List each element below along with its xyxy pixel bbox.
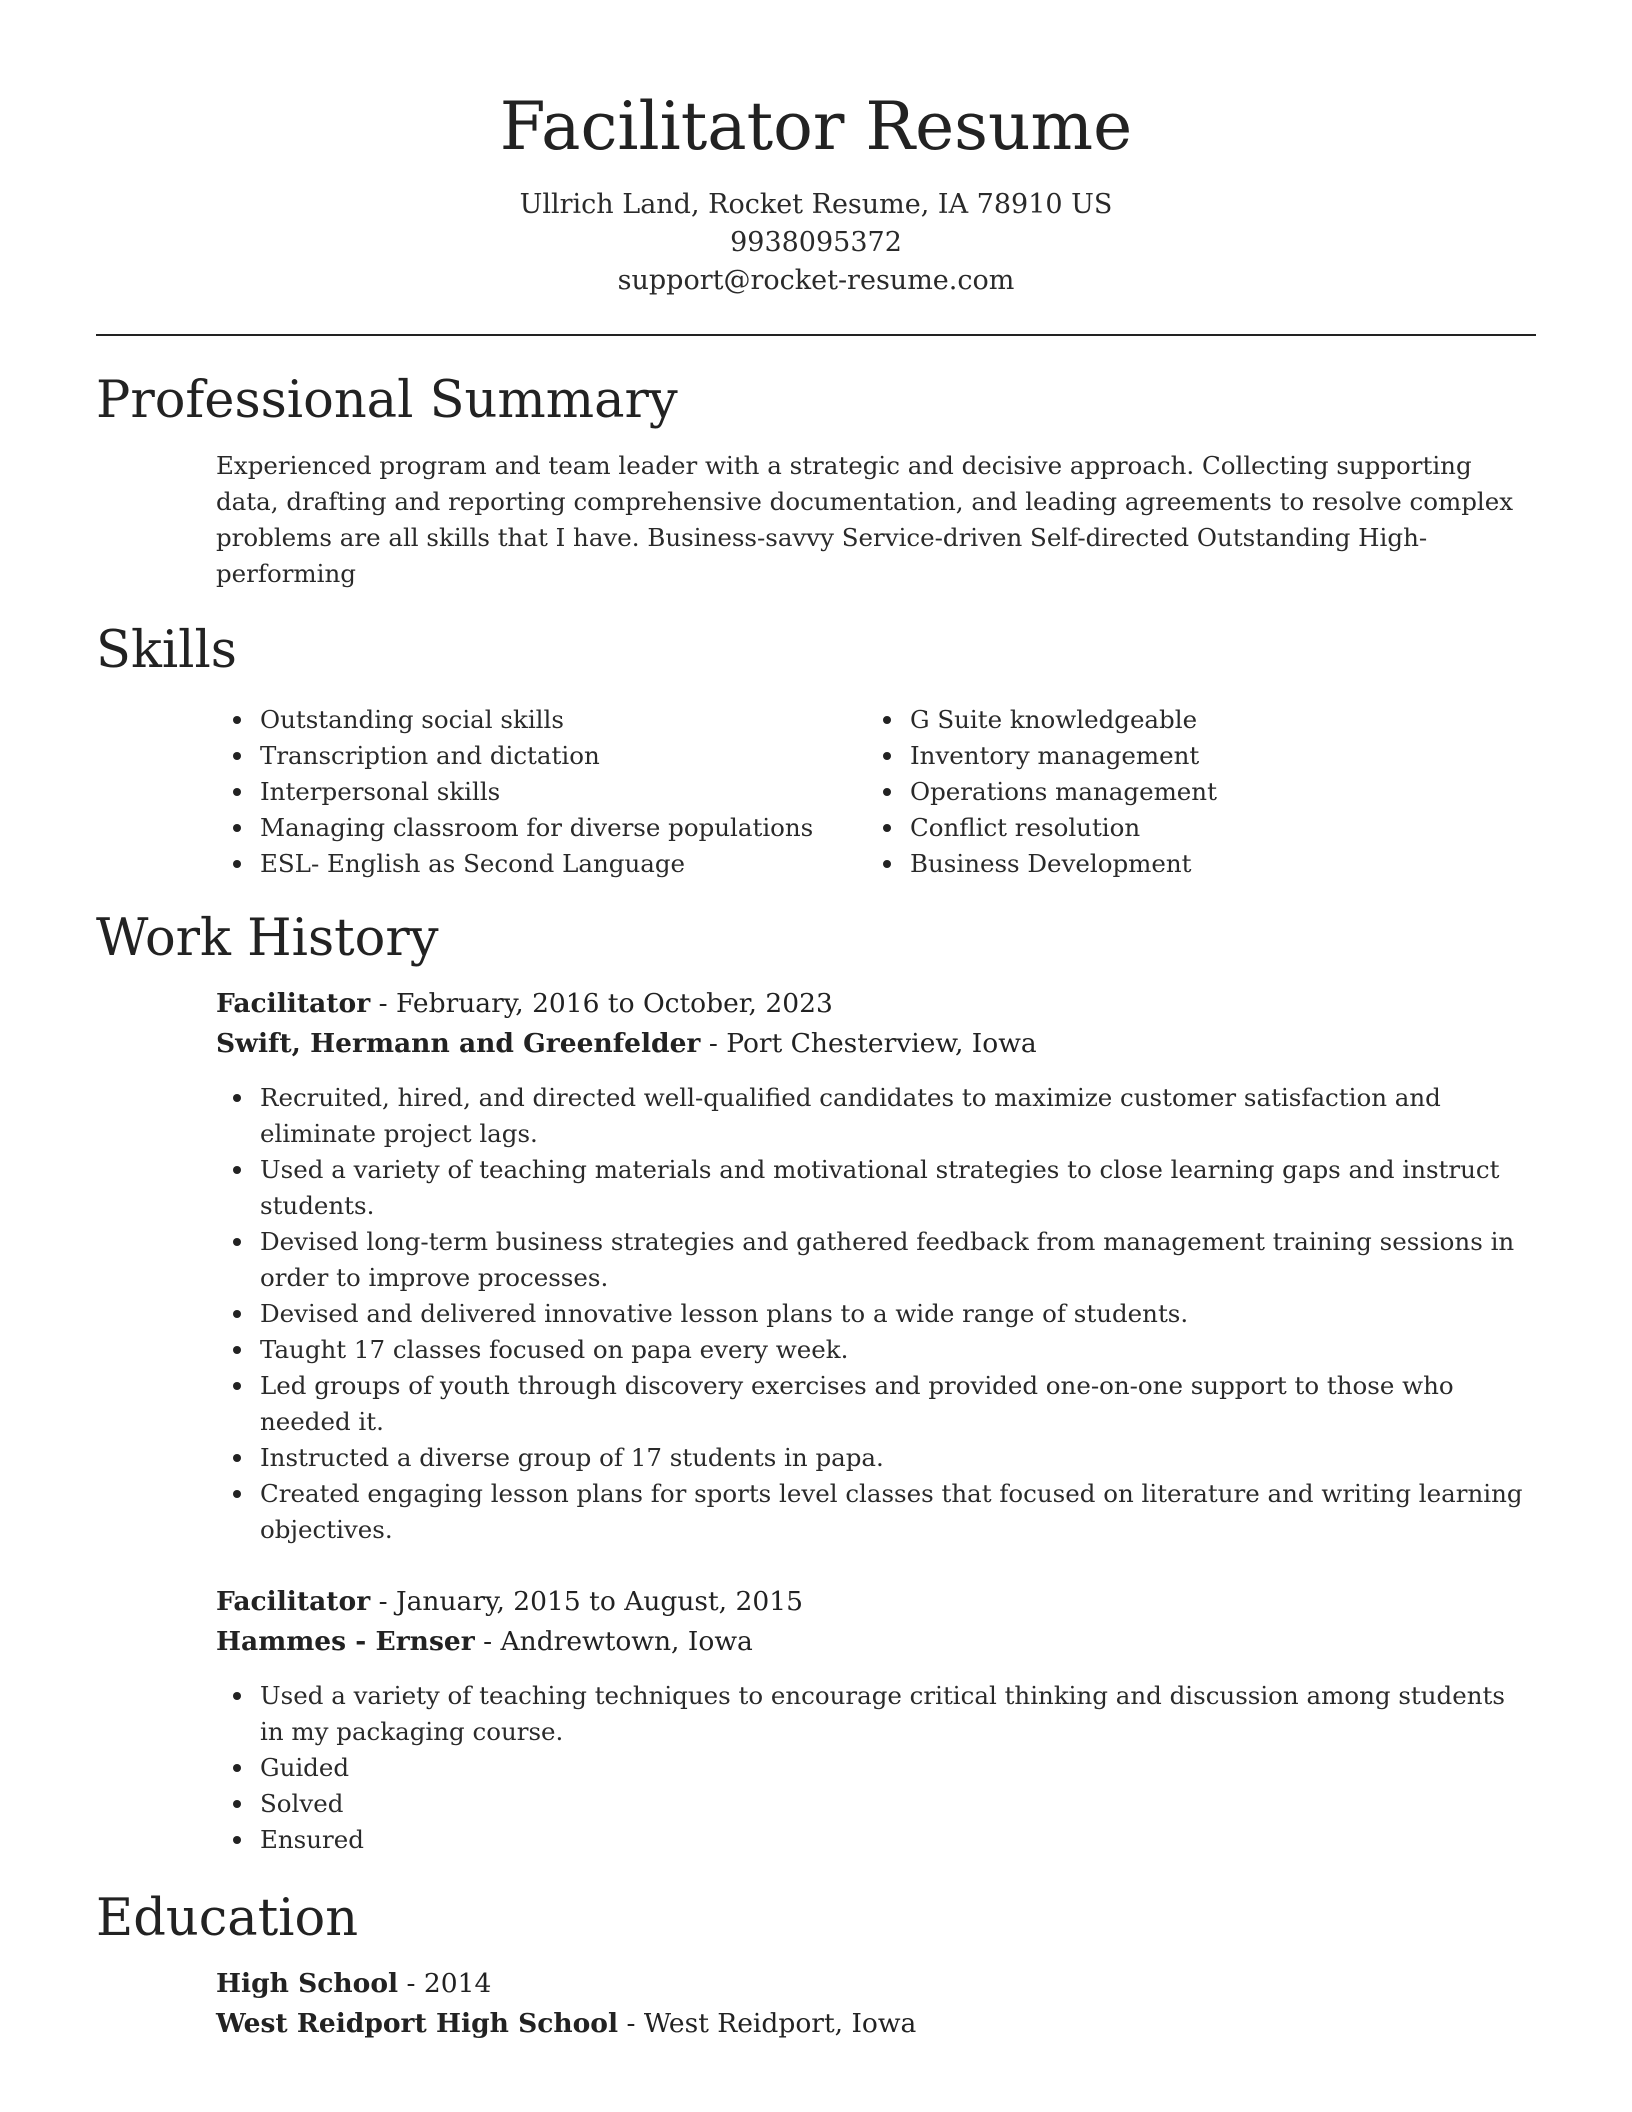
job-company: Hammes - Ernser	[216, 1626, 475, 1657]
separator: -	[700, 1028, 727, 1059]
job-location: Port Chesterview, Iowa	[726, 1028, 1037, 1059]
summary-heading: Professional Summary	[96, 371, 678, 430]
job-duty: Ensured	[260, 1822, 1536, 1858]
job-duty: Guided	[260, 1750, 1536, 1786]
job-duty: Used a variety of teaching materials and motivational strategies to close learning gaps and instruct students.	[260, 1152, 1536, 1224]
contact-block	[96, 186, 1536, 300]
work-history-heading: Work History	[96, 909, 439, 968]
summary-text: Experienced program and team leader with a strategic and decisive approach. Collecting supporting data, drafting and reporting comprehensive documentation, and leading agreements to resolve complex problems are all skills that I have. Business-savvy Service-driven Self-directed Outstanding High-performing	[216, 451, 1514, 588]
job-duty: Used a variety of teaching techniques to encourage critical thinking and discussion among students in my packaging course.	[260, 1678, 1536, 1750]
contact-address: Ullrich Land, Rocket Resume, IA 78910 US	[519, 189, 1113, 220]
job-title: Facilitator	[216, 988, 371, 1019]
skill-item: Business Development	[910, 846, 1516, 882]
education-degree-line	[216, 1964, 1536, 2004]
job-dates: January, 2015 to August, 2015	[395, 1586, 803, 1617]
job-company: Swift, Hermann and Greenfelder	[216, 1028, 701, 1059]
skill-item: Conflict resolution	[910, 810, 1516, 846]
skills-column-right	[866, 702, 1516, 882]
job-company-line	[216, 1622, 1536, 1662]
job-duty: Recruited, hired, and directed well-qualified candidates to maximize customer satisfaction and eliminate project lags.	[260, 1080, 1536, 1152]
job-title-line	[216, 984, 1536, 1024]
skills-column-left	[216, 702, 866, 882]
separator: -	[370, 988, 396, 1019]
education-location: West Reidport, Iowa	[643, 2008, 917, 2039]
skill-item: Interpersonal skills	[260, 774, 866, 810]
resume-header	[96, 0, 1536, 300]
header-divider	[96, 334, 1536, 336]
skills-heading: Skills	[96, 621, 237, 680]
job-duties-list	[216, 1678, 1536, 1858]
job-duty: Solved	[260, 1786, 1536, 1822]
work-history-section	[96, 908, 1536, 1858]
resume-title: Facilitator Resume	[499, 88, 1133, 165]
job-dates: February, 2016 to October, 2023	[395, 988, 833, 1019]
contact-phone: 9938095372	[730, 227, 902, 258]
education-heading: Education	[96, 1889, 359, 1948]
job-duty: Created engaging lesson plans for sports level classes that focused on literature and writing learning objectives.	[260, 1476, 1536, 1548]
education-school: West Reidport High School	[216, 2008, 619, 2039]
education-school-line	[216, 2004, 1536, 2044]
job-entry	[216, 984, 1536, 1548]
education-degree: High School	[216, 1968, 399, 1999]
job-duty: Taught 17 classes focused on papa every week.	[260, 1332, 1536, 1368]
separator: -	[618, 2008, 644, 2039]
job-title-line	[216, 1582, 1536, 1622]
separator: -	[370, 1586, 396, 1617]
skills-section	[96, 620, 1536, 882]
education-year: 2014	[423, 1968, 492, 1999]
skill-item: G Suite knowledgeable	[910, 702, 1516, 738]
separator: -	[474, 1626, 501, 1657]
job-duty: Devised long-term business strategies and gathered feedback from management training sessions in order to improve processes.	[260, 1224, 1536, 1296]
separator: -	[398, 1968, 424, 1999]
skill-item: Managing classroom for diverse populations	[260, 810, 866, 846]
job-title: Facilitator	[216, 1586, 371, 1617]
skill-item: Outstanding social skills	[260, 702, 866, 738]
job-duties-list	[216, 1080, 1536, 1548]
job-company-line	[216, 1024, 1536, 1064]
job-duty: Instructed a diverse group of 17 students in papa.	[260, 1440, 1536, 1476]
contact-email: support@rocket-resume.com	[617, 265, 1015, 296]
education-entry	[216, 1964, 1536, 2044]
skill-item: ESL- English as Second Language	[260, 846, 866, 882]
skill-item: Inventory management	[910, 738, 1516, 774]
skill-item: Operations management	[910, 774, 1516, 810]
job-duty: Devised and delivered innovative lesson plans to a wide range of students.	[260, 1296, 1536, 1332]
job-entry	[216, 1582, 1536, 1858]
summary-section	[96, 370, 1536, 592]
job-location: Andrewtown, Iowa	[500, 1626, 753, 1657]
education-section	[96, 1888, 1536, 2044]
skill-item: Transcription and dictation	[260, 738, 866, 774]
job-duty: Led groups of youth through discovery exercises and provided one-on-one support to those who needed it.	[260, 1368, 1536, 1440]
